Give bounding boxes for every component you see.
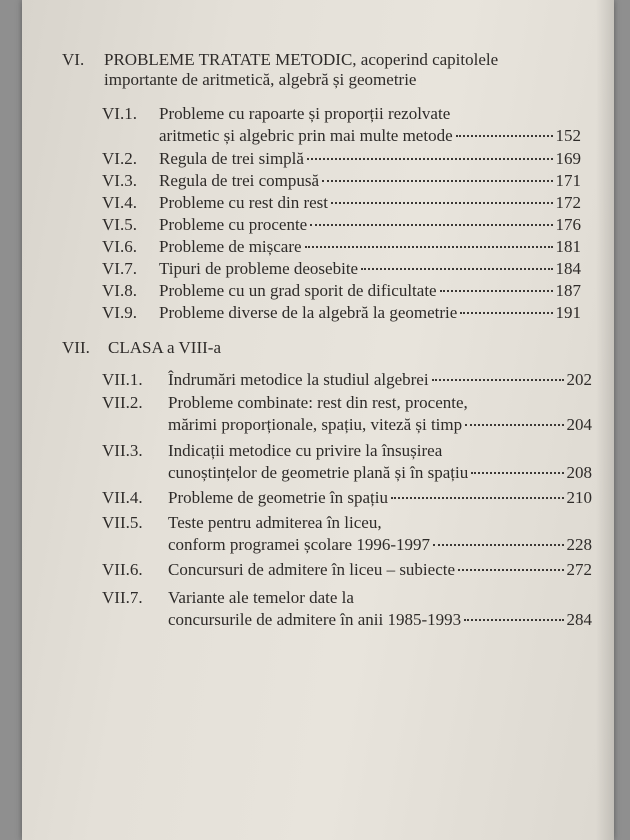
page-shadow xyxy=(596,0,614,840)
toc-entry-title: Regula de trei compusă xyxy=(159,171,320,190)
toc-entry-vi8[interactable] xyxy=(102,281,581,301)
toc-entry-vii4[interactable] xyxy=(102,488,592,508)
toc-entry-code: VI.2. xyxy=(102,149,137,168)
toc-entry-vi7[interactable] xyxy=(102,259,581,279)
toc-entry-page: 172 xyxy=(555,193,581,212)
toc-entry-vii2[interactable] xyxy=(168,415,592,435)
leader-dots xyxy=(471,472,563,474)
toc-entry-code: VII.3. xyxy=(102,441,143,460)
toc-entry-title: cunoștințelor de geometrie plană și în spațiu xyxy=(168,463,469,482)
toc-entry-title: Probleme diverse de la algebră la geometrie xyxy=(159,303,458,322)
section-vi-heading xyxy=(62,50,602,90)
toc-entry-code: VI.6. xyxy=(102,237,137,256)
toc-entry-page: 191 xyxy=(555,303,581,322)
toc-entry-title: Probleme cu rest din rest xyxy=(159,193,329,212)
toc-entry-code: VI.4. xyxy=(102,193,137,212)
leader-dots xyxy=(310,224,552,226)
toc-entry-page: 202 xyxy=(566,370,592,389)
toc-entry-vi4[interactable] xyxy=(102,193,581,213)
toc-entry-title: conform programei școlare 1996-1997 xyxy=(168,535,430,554)
toc-entry-code: VI.5. xyxy=(102,215,137,234)
toc-entry-title: Probleme de geometrie în spațiu xyxy=(168,488,388,507)
toc-entry-vii7-line1 xyxy=(102,588,354,608)
toc-entry-code: VI.7. xyxy=(102,259,137,278)
section-vii-number: VII. xyxy=(62,338,90,357)
leader-dots xyxy=(391,497,564,499)
toc-entry-vii3[interactable] xyxy=(168,463,592,483)
toc-entry-vii1[interactable] xyxy=(102,370,592,390)
toc-entry-title: Îndrumări metodice la studiul algebrei xyxy=(168,370,429,389)
toc-entry-page: 184 xyxy=(555,259,581,278)
toc-entry-page: 284 xyxy=(566,610,592,629)
toc-entry-vi5[interactable] xyxy=(102,215,581,235)
toc-entry-code: VII.4. xyxy=(102,488,143,507)
section-vii-title: CLASA a VIII-a xyxy=(108,338,221,357)
leader-dots xyxy=(458,569,563,571)
leader-dots xyxy=(331,202,552,204)
toc-entry-vi2[interactable] xyxy=(102,149,581,169)
leader-dots xyxy=(464,619,563,621)
toc-entry-title: aritmetic și algebric prin mai multe metode xyxy=(159,126,453,145)
toc-entry-title: concursurile de admitere în anii 1985-1993 xyxy=(168,610,462,629)
toc-entry-title: Probleme cu rapoarte și proporții rezolvate xyxy=(159,104,451,123)
toc-entry-title: Indicații metodice cu privire la însușirea xyxy=(168,441,443,460)
toc-entry-title: Probleme cu un grad sporit de dificultate xyxy=(159,281,437,300)
toc-entry-code: VII.7. xyxy=(102,588,143,607)
toc-entry-title: Probleme de mișcare xyxy=(159,237,302,256)
toc-entry-code: VII.1. xyxy=(102,370,143,389)
toc-entry-title: Variante ale temelor date la xyxy=(168,588,354,607)
toc-entry-vii5-line1 xyxy=(102,513,382,533)
book-page xyxy=(22,0,614,840)
toc-entry-page: 228 xyxy=(566,535,592,554)
leader-dots xyxy=(465,424,563,426)
toc-entry-vii2-line1 xyxy=(102,393,468,413)
section-vi-title-line1: PROBLEME TRATATE METODIC, acoperind capitolele xyxy=(104,50,499,69)
section-vi-number: VI. xyxy=(62,50,85,69)
toc-entry-vii6[interactable] xyxy=(102,560,592,580)
toc-entry-vi1[interactable] xyxy=(159,126,581,146)
leader-dots xyxy=(322,180,552,182)
toc-entry-page: 187 xyxy=(555,281,581,300)
toc-entry-vi1-line1 xyxy=(102,104,450,124)
toc-entry-vii3-line1 xyxy=(102,441,442,461)
toc-entry-page: 204 xyxy=(566,415,592,434)
toc-entry-code: VII.5. xyxy=(102,513,143,532)
toc-entry-code: VI.8. xyxy=(102,281,137,300)
toc-entry-page: 152 xyxy=(555,126,581,145)
toc-entry-title: mărimi proporționale, spațiu, viteză și timp xyxy=(168,415,463,434)
toc-entry-title: Teste pentru admiterea în liceu, xyxy=(168,513,382,532)
toc-entry-vi3[interactable] xyxy=(102,171,581,191)
toc-entry-code: VI.3. xyxy=(102,171,137,190)
toc-entry-page: 210 xyxy=(566,488,592,507)
toc-entry-vii7[interactable] xyxy=(168,610,592,630)
section-vi-title-line2: importante de aritmetică, algebră și geometrie xyxy=(104,70,417,89)
toc-entry-code: VII.6. xyxy=(102,560,143,579)
leader-dots xyxy=(305,246,553,248)
leader-dots xyxy=(361,268,552,270)
toc-entry-code: VII.2. xyxy=(102,393,143,412)
leader-dots xyxy=(433,544,564,546)
toc-entry-page: 176 xyxy=(555,215,581,234)
toc-entry-title: Probleme combinate: rest din rest, procente, xyxy=(168,393,468,412)
leader-dots xyxy=(432,379,564,381)
toc-entry-vi9[interactable] xyxy=(102,303,581,323)
leader-dots xyxy=(307,158,553,160)
toc-entry-title: Concursuri de admitere în liceu – subiecte xyxy=(168,560,456,579)
toc-entry-title: Regula de trei simplă xyxy=(159,149,304,168)
leader-dots xyxy=(460,312,552,314)
toc-entry-vi6[interactable] xyxy=(102,237,581,257)
toc-entry-page: 181 xyxy=(555,237,581,256)
toc-entry-code: VI.9. xyxy=(102,303,137,322)
toc-entry-page: 208 xyxy=(566,463,592,482)
toc-entry-code: VI.1. xyxy=(102,104,137,123)
toc-entry-title: Probleme cu procente xyxy=(159,215,308,234)
toc-entry-page: 272 xyxy=(566,560,592,579)
leader-dots xyxy=(456,135,553,137)
toc-entry-vii5[interactable] xyxy=(168,535,592,555)
leader-dots xyxy=(440,290,553,292)
toc-entry-title: Tipuri de probleme deosebite xyxy=(159,259,359,278)
section-vii-heading xyxy=(62,338,602,358)
toc-entry-page: 169 xyxy=(555,149,581,168)
toc-entry-page: 171 xyxy=(555,171,581,190)
